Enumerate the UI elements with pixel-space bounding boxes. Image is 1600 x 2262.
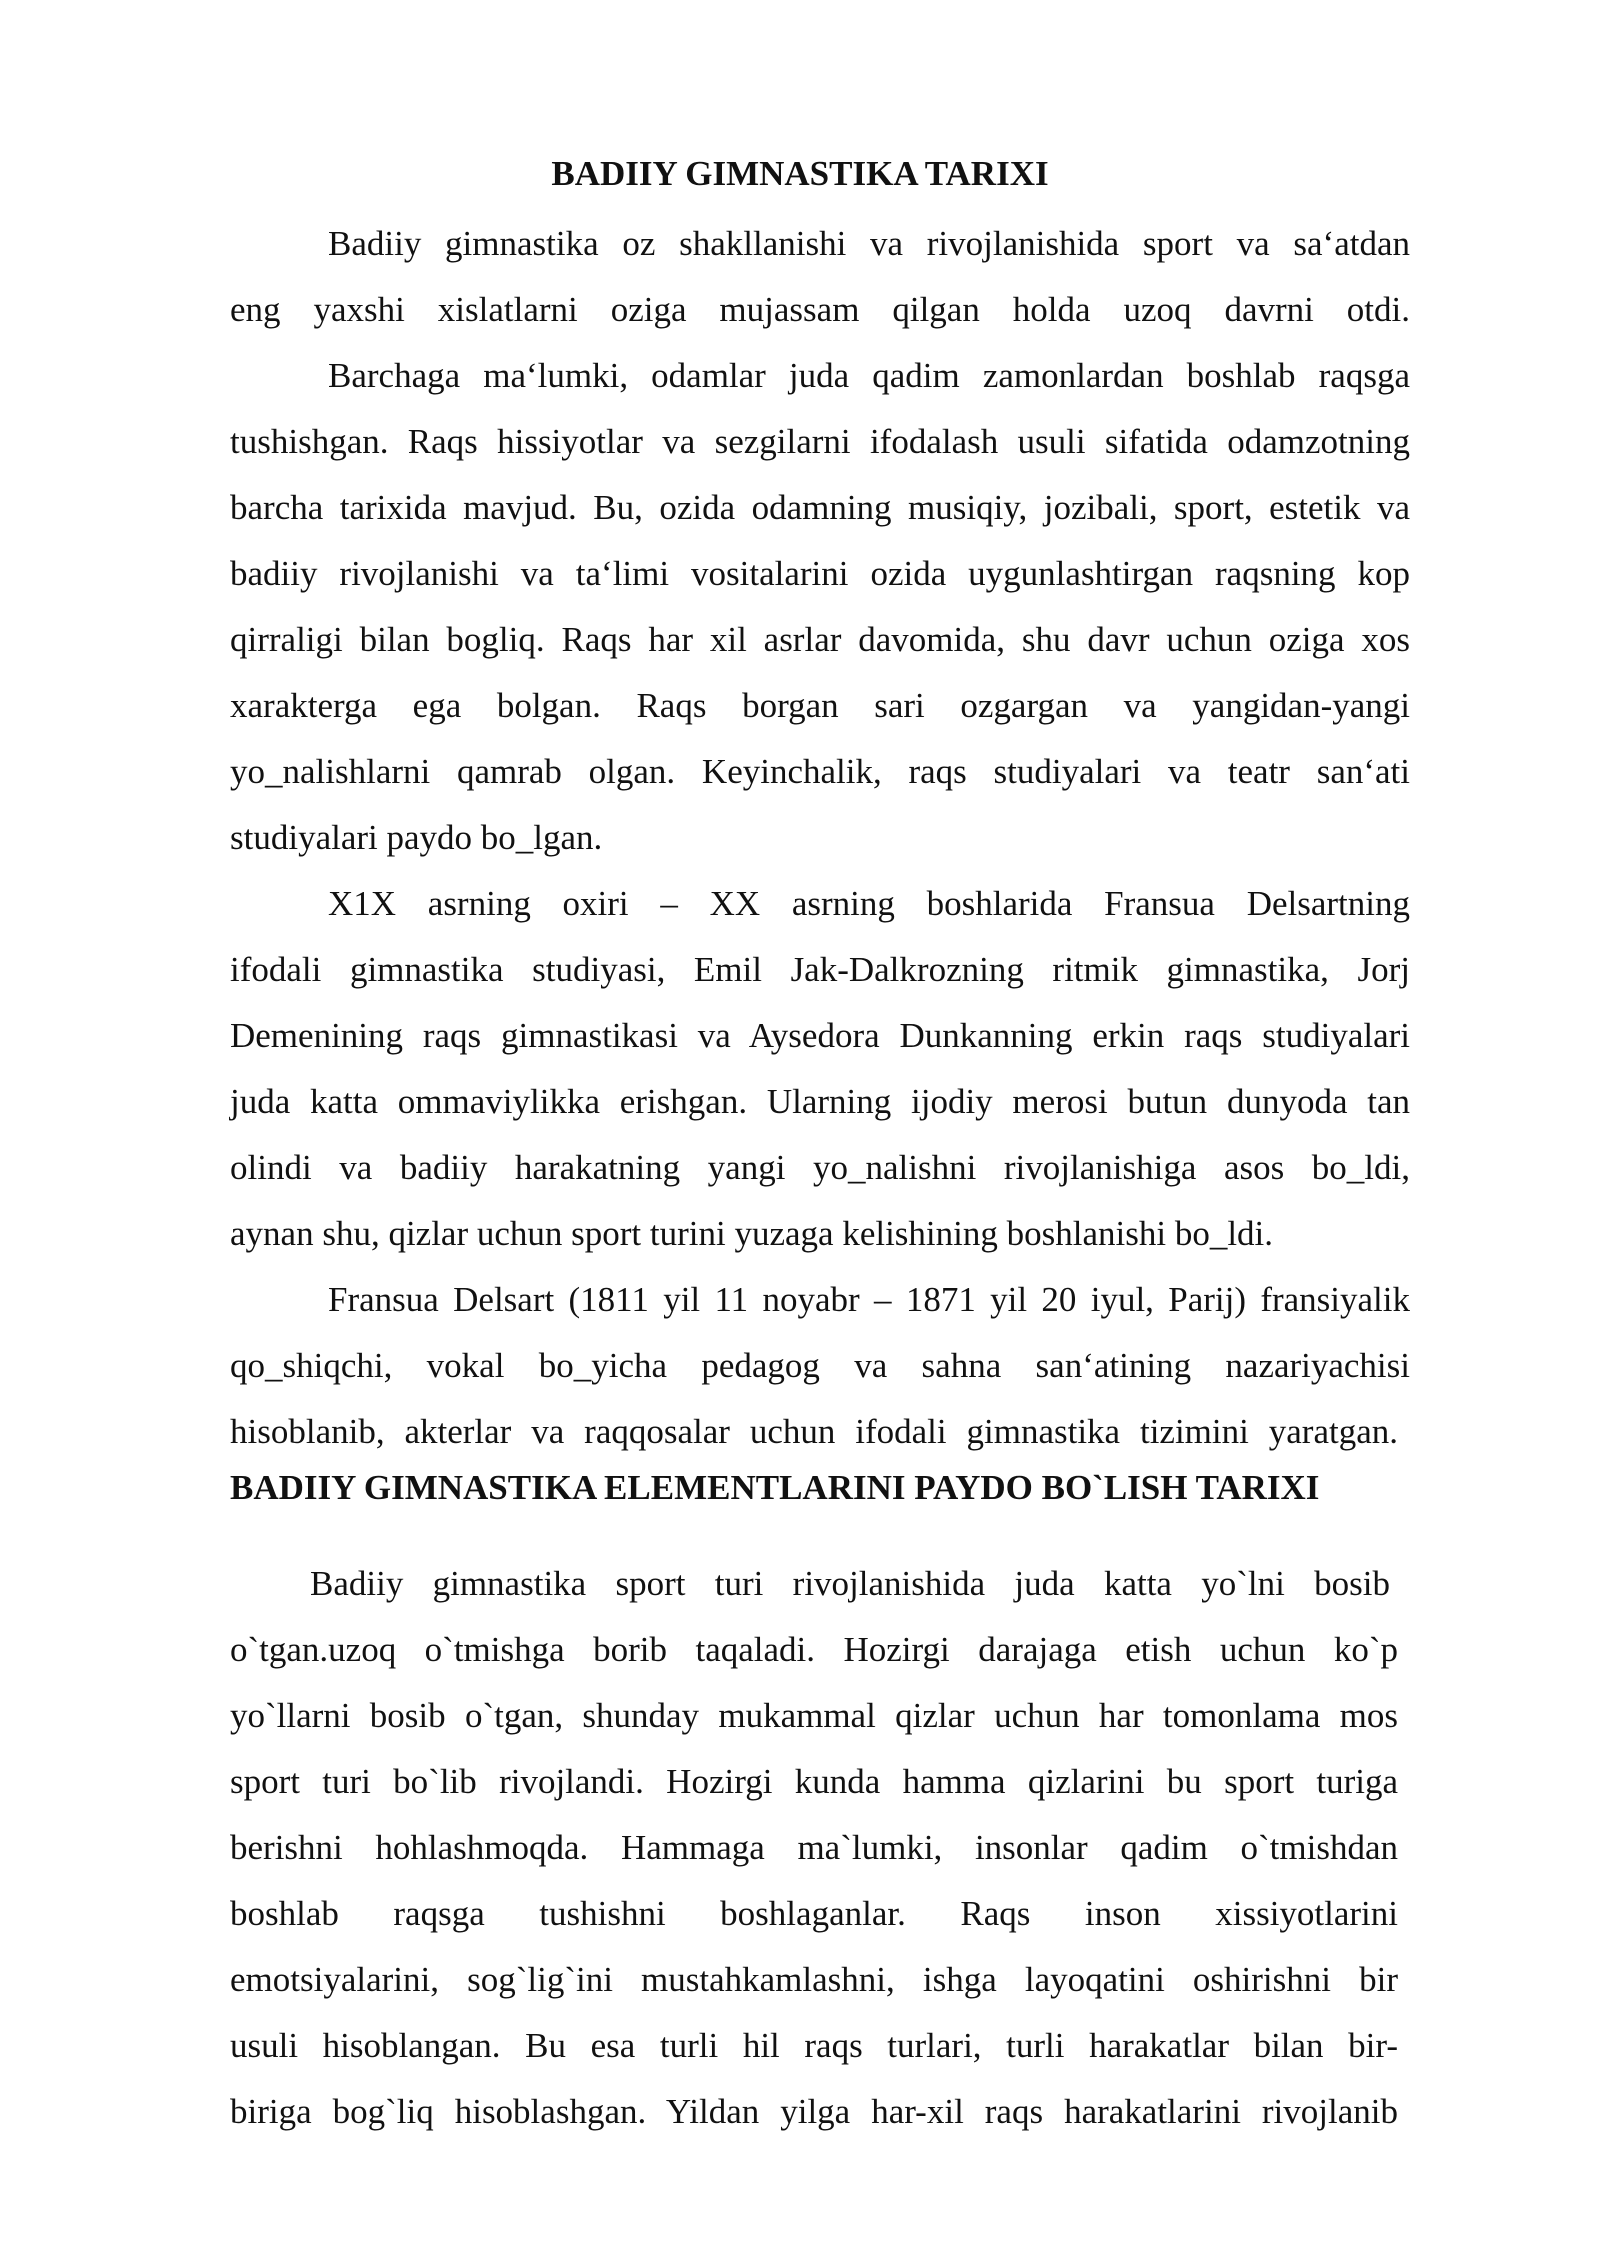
paragraph-line: badiiy rivojlanishi va ta‘limi vositalarini ozida uygunlashtirgan raqsning kop xyxy=(230,554,1410,593)
paragraph-line: usuli hisoblangan. Bu esa turli hil raqs turlari, turli harakatlar bilan bir- xyxy=(230,2026,1398,2065)
paragraph-line: yo_nalishlarni qamrab olgan. Keyinchalik, raqs studiyalari va teatr san‘ati xyxy=(230,752,1410,791)
paragraph-line: studiyalari paydo bo_lgan. xyxy=(230,818,603,857)
paragraph-line: olindi va badiiy harakatning yangi yo_nalishni rivojlanishiga asos bo_ldi, xyxy=(230,1148,1410,1187)
paragraph-line: yo`llarni bosib o`tgan, shunday mukammal qizlar uchun har tomonlama mos xyxy=(230,1696,1398,1735)
paragraph-line: o`tgan.uzoq o`tmishga borib taqaladi. Hozirgi darajaga etish uchun ko`p xyxy=(230,1630,1398,1669)
paragraph-line: Badiiy gimnastika oz shakllanishi va rivojlanishida sport va sa‘atdan xyxy=(328,224,1410,263)
paragraph-line: Barchaga ma‘lumki, odamlar juda qadim zamonlardan boshlab raqsga xyxy=(328,356,1410,395)
paragraph-line: barcha tarixida mavjud. Bu, ozida odamning musiqiy, jozibali, sport, estetik va xyxy=(230,488,1410,527)
paragraph-line: ifodali gimnastika studiyasi, Emil Jak-Dalkrozning ritmik gimnastika, Jorj xyxy=(230,950,1410,989)
paragraph-line: xarakterga ega bolgan. Raqs borgan sari ozgargan va yangidan-yangi xyxy=(230,686,1410,725)
paragraph-line: Badiiy gimnastika sport turi rivojlanishida juda katta yo`lni bosib xyxy=(310,1564,1390,1603)
paragraph-line: sport turi bo`lib rivojlandi. Hozirgi kunda hamma qizlarini bu sport turiga xyxy=(230,1762,1398,1801)
paragraph-line: biriga bog`liq hisoblashgan. Yildan yilga har-xil raqs harakatlarini rivojlanib xyxy=(230,2092,1398,2131)
paragraph-line: aynan shu, qizlar uchun sport turini yuzaga kelishining boshlanishi bo_ldi. xyxy=(230,1214,1274,1253)
paragraph-line: Demenining raqs gimnastikasi va Aysedora Dunkanning erkin raqs studiyalari xyxy=(230,1016,1410,1055)
paragraph-line: eng yaxshi xislatlarni oziga mujassam qilgan holda uzoq davrni otdi. xyxy=(230,290,1410,329)
paragraph-line: emotsiyalarini, sog`lig`ini mustahkamlashni, ishga layoqatini oshirishni bir xyxy=(230,1960,1398,1999)
paragraph-line: X1X asrning oxiri – XX asrning boshlarida Fransua Delsartning xyxy=(328,884,1410,923)
paragraph-line: berishni hohlashmoqda. Hammaga ma`lumki, insonlar qadim o`tmishdan xyxy=(230,1828,1398,1867)
document-title: BADIIY GIMNASTIKA TARIXI xyxy=(551,154,1049,193)
paragraph-line: tushishgan. Raqs hissiyotlar va sezgilarni ifodalash usuli sifatida odamzotning xyxy=(230,422,1410,461)
paragraph-line: juda katta ommaviylikka erishgan. Ularning ijodiy merosi butun dunyoda tan xyxy=(230,1082,1410,1121)
paragraph-line: qo_shiqchi, vokal bo_yicha pedagog va sahna san‘atining nazariyachisi xyxy=(230,1346,1410,1385)
paragraph-line: Fransua Delsart (1811 yil 11 noyabr – 1871 yil 20 iyul, Parij) fransiyalik xyxy=(328,1280,1410,1319)
paragraph-line: hisoblanib, akterlar va raqqosalar uchun ifodali gimnastika tizimini yaratgan. xyxy=(230,1412,1398,1451)
paragraph-line: boshlab raqsga tushishni boshlaganlar. Raqs inson xissiyotlarini xyxy=(230,1894,1398,1933)
paragraph-line: qirraligi bilan bogliq. Raqs har xil asrlar davomida, shu davr uchun oziga xos xyxy=(230,620,1410,659)
section-heading: BADIIY GIMNASTIKA ELEMENTLARINI PAYDO BO`LISH TARIXI xyxy=(230,1468,1320,1507)
